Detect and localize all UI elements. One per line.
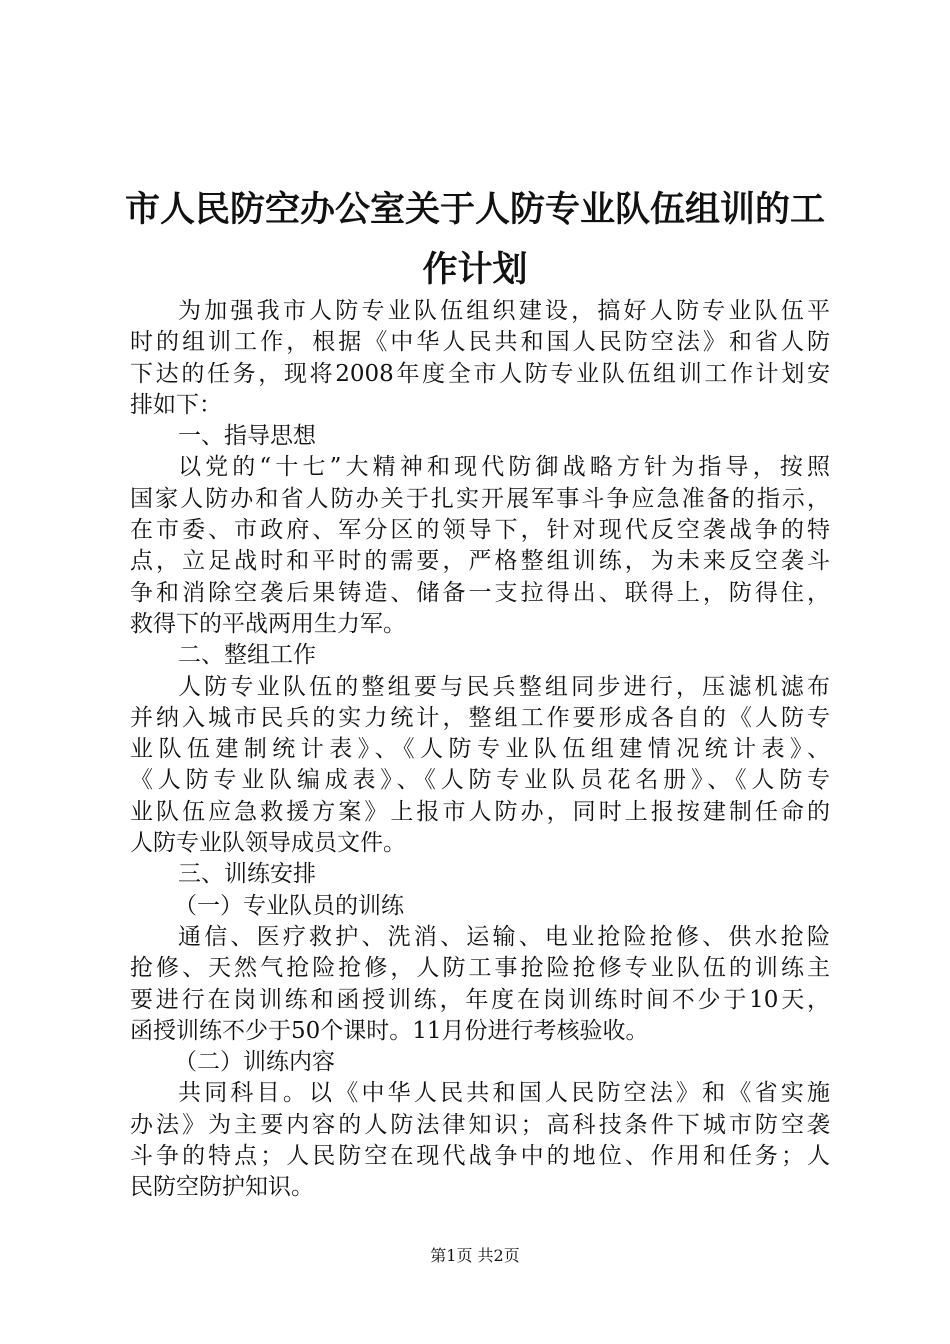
body-line: 要进行在岗训练和函授训练，年度在岗训练时间不少于10天， [130, 986, 830, 1013]
body-line: 救得下的平战两用生力军。 [130, 610, 406, 637]
document-title-line-1: 市人民防空办公室关于人防专业队伍组训的工 [125, 189, 826, 230]
body-line: 办法》为主要内容的人防法律知识；高科技条件下城市防空袭 [130, 1111, 830, 1138]
body-line: 并纳入城市民兵的实力统计，整组工作要形成各自的《人防专 [130, 704, 830, 731]
body-line: 排如下： [130, 391, 222, 418]
body-line: 业队伍应急救援方案》上报市人防办，同时上报按建制任命的 [130, 798, 830, 825]
body-line: 在市委、市政府、军分区的领导下，针对现代反空袭战争的特 [130, 517, 830, 544]
body-line: 斗争的特点；人民防空在现代战争中的地位、作用和任务；人 [130, 1143, 830, 1170]
body-line: 为加强我市人防专业队伍组织建设，搞好人防专业队伍平 [178, 298, 830, 324]
body-line: 函授训练不少于50个课时。11月份进行考核验收。 [130, 1017, 649, 1044]
body-line: 人防专业队领导成员文件。 [130, 830, 406, 857]
section-heading: 一、指导思想 [178, 423, 316, 450]
body-line: 时的组训工作，根据《中华人民共和国人民防空法》和省人防 [130, 329, 830, 356]
page-footer: 第1页 共2页 [430, 1246, 520, 1265]
body-line: 以党的“十七”大精神和现代防御战略方针为指导，按照 [178, 454, 830, 481]
body-line: 下达的任务，现将2008年度全市人防专业队伍组训工作计划安 [130, 360, 830, 387]
body-line: 业队伍建制统计表》、《人防专业队伍组建情况统计表》、 [130, 736, 830, 763]
subsection-heading: （一）专业队员的训练 [174, 892, 404, 919]
document-title-line-2: 作计划 [422, 249, 528, 290]
body-line: 民防空防护知识。 [130, 1174, 314, 1201]
body-line: 《人防专业队编成表》、《人防专业队员花名册》、《人防专 [130, 767, 830, 794]
body-line: 共同科目。以《中华人民共和国人民防空法》和《省实施 [178, 1080, 830, 1107]
body-line: 点，立足战时和平时的需要，严格整组训练，为未来反空袭斗 [130, 548, 830, 575]
body-line: 争和消除空袭后果铸造、储备一支拉得出、联得上，防得住， [130, 579, 830, 606]
document-body [130, 296, 830, 1204]
body-line: 人防专业队伍的整组要与民兵整组同步进行，压滤机滤布 [178, 673, 830, 700]
subsection-heading: （二）训练内容 [174, 1049, 335, 1076]
body-line: 国家人防办和省人防办关于扎实开展军事斗争应急准备的指示， [130, 485, 830, 512]
body-line: 通信、医疗救护、洗消、运输、电业抢险抢修、供水抢险 [178, 923, 830, 950]
section-heading: 二、整组工作 [178, 642, 316, 669]
section-heading: 三、训练安排 [178, 861, 316, 888]
body-line: 抢修、天然气抢险抢修，人防工事抢险抢修专业队伍的训练主 [130, 955, 830, 982]
